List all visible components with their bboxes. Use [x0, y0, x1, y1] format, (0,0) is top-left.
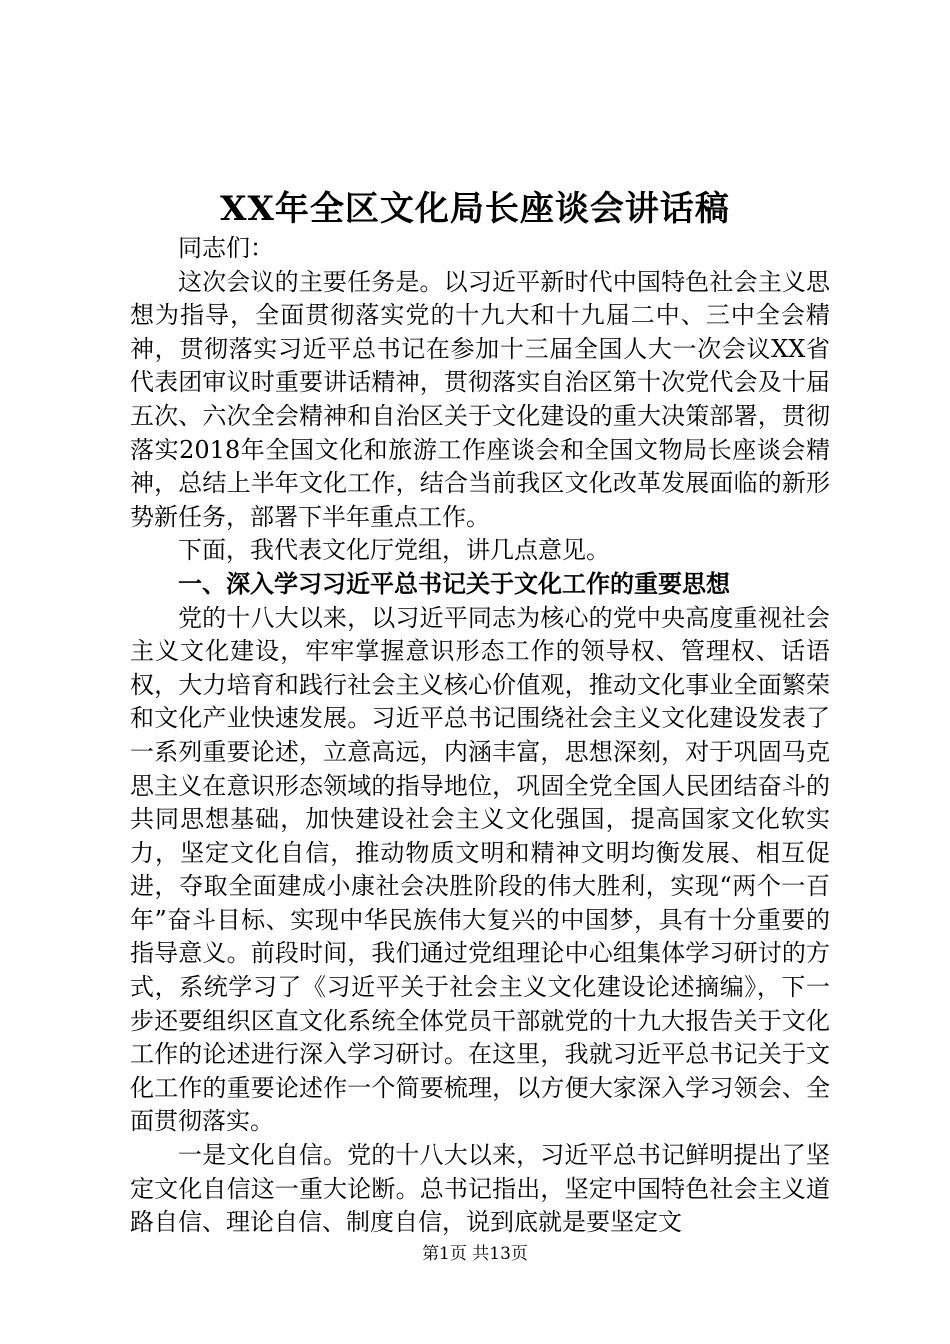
salutation-paragraph: 同志们：	[178, 234, 274, 262]
page-number-footer: 第1页 共13页	[422, 1244, 528, 1264]
document-title: XX年全区文化局长座谈会讲话稿	[220, 189, 730, 229]
document-body	[130, 232, 830, 1240]
section-heading: 一、深入学习习近平总书记关于文化工作的重要思想	[178, 569, 730, 598]
intro-paragraph: 这次会议的主要任务是。以习近平新时代中国特色社会主义思想为指导，全面贯彻落实党的十九大和十九届二中、三中全会精神，贯彻落实习近平总书记在参加十三届全国人大一次会议XX省代表团审议时重要讲话精神，贯彻落实自治区第十次党代会及十届五次、六次全会精神和自治区关于文化建设的重大决策部署，贯彻落实2018年全国文化和旅游工作座谈会和全国文物局长座谈会精神，总结上半年文化工作，结合当前我区文化改革发展面临的新形势新任务，部署下半年重点工作。	[130, 267, 830, 531]
body-paragraph: 党的十八大以来，以习近平同志为核心的党中央高度重视社会主义文化建设，牢牢掌握意识形态工作的领导权、管理权、话语权，大力培育和践行社会主义核心价值观，推动文化事业全面繁荣和文化产业快速发展。习近平总书记围绕社会主义文化建设发表了一系列重要论述，立意高远，内涵丰富，思想深刻，对于巩固马克思主义在意识形态领域的指导地位，巩固全党全国人民团结奋斗的共同思想基础，加快建设社会主义文化强国，提高国家文化软实力，坚定文化自信，推动物质文明和精神文明均衡发展、相互促进，夺取全面建成小康社会决胜阶段的伟大胜利，实现“两个一百年”奋斗目标、实现中华民族伟大复兴的中国梦，具有十分重要的指导意义。前段时间，我们通过党组理论中心组集体学习研讨的方式，系统学习了《习近平关于社会主义文化建设论述摘编》，下一步还要组织区直文化系统全体党员干部就党的十九大报告关于文化工作的论述进行深入学习研讨。在这里，我就习近平总书记关于文化工作的重要论述作一个简要梳理，以方便大家深入学习领会、全面贯彻落实。	[130, 603, 830, 1136]
body-paragraph: 一是文化自信。党的十八大以来，习近平总书记鲜明提出了坚定文化自信这一重大论断。总书记指出，坚定中国特色社会主义道路自信、理论自信、制度自信，说到底就是要坚定文	[130, 1141, 830, 1237]
transition-paragraph: 下面，我代表文化厅党组，讲几点意见。	[178, 536, 610, 565]
